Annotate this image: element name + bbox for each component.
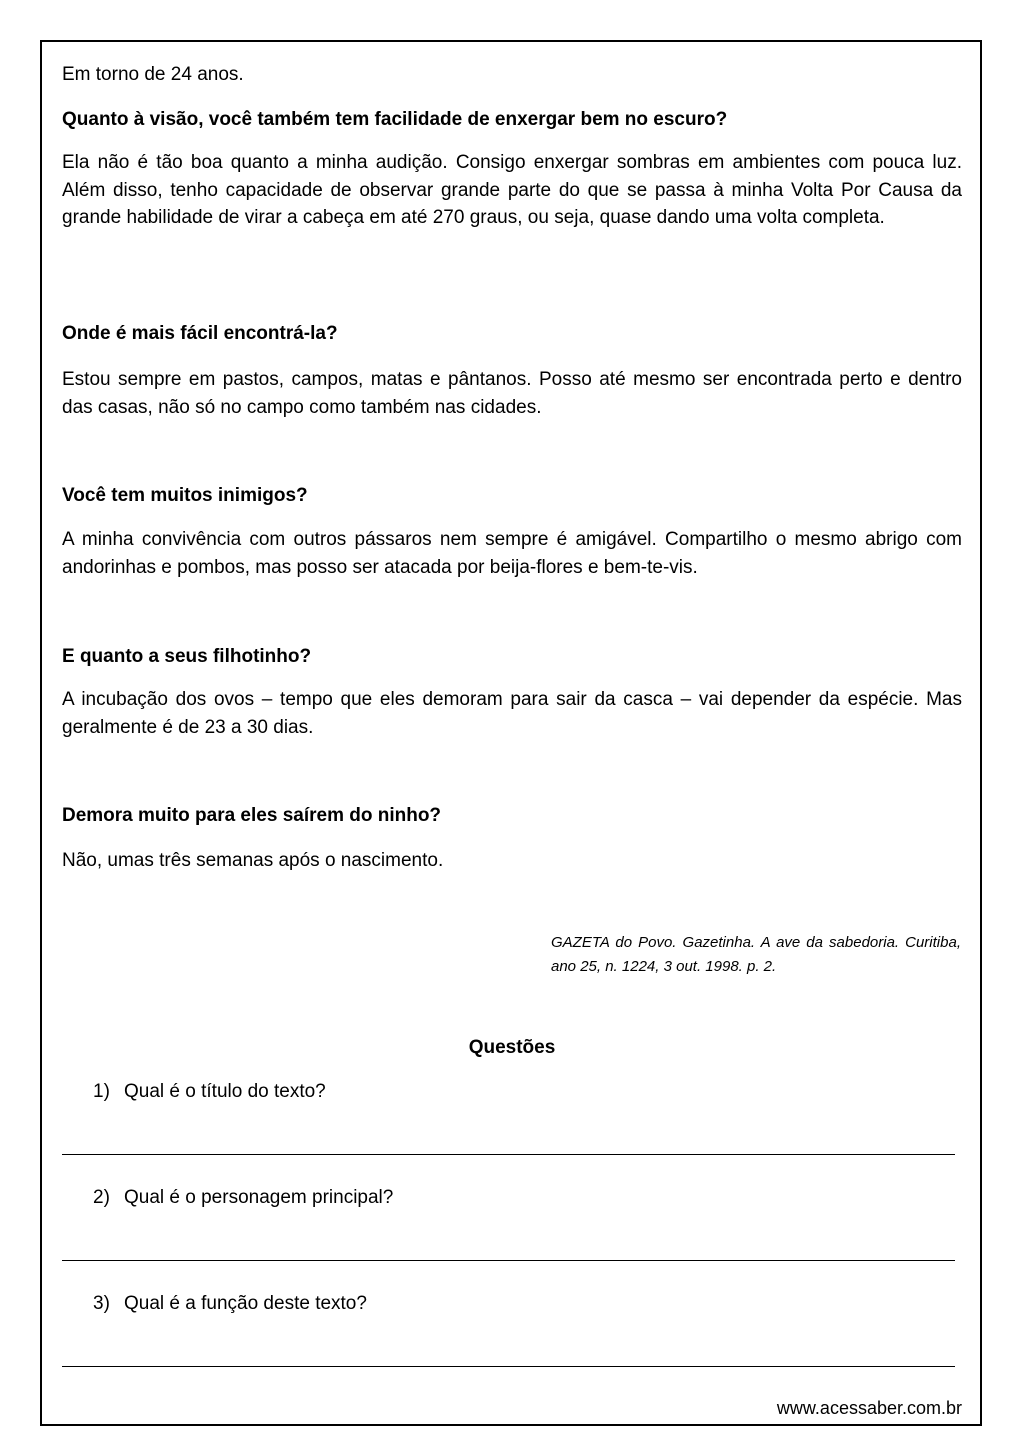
question-number: 2) (93, 1187, 110, 1208)
answer-line[interactable] (62, 1366, 955, 1367)
question-chicks: E quanto a seus filhotinho? (62, 646, 312, 667)
question-number: 3) (93, 1293, 110, 1314)
source-citation: GAZETA do Povo. Gazetinha. A ave da sabedoria. Curitiba, ano 25, n. 1224, 3 out. 1998. p. 2. (551, 934, 961, 975)
answer-age: Em torno de 24 anos. (62, 64, 244, 85)
question-enemies: Você tem muitos inimigos? (62, 485, 308, 506)
question-vision: Quanto à visão, você também tem facilidade de enxergar bem no escuro? (62, 109, 728, 130)
answer-nest: Não, umas três semanas após o nascimento. (62, 850, 444, 871)
answer-chicks: A incubação dos ovos – tempo que eles demoram para sair da casca – vai depender da espécie. Mas geralmente é de 23 a 30 dias. (62, 689, 962, 738)
answer-line[interactable] (62, 1260, 955, 1261)
answer-enemies: A minha convivência com outros pássaros nem sempre é amigável. Compartilho o mesmo abrigo com andorinhas e pombos, mas posso ser atacada por beija-flores e bem-te-vis. (62, 529, 962, 578)
question-item (93, 1186, 393, 1210)
answer-vision: Ela não é tão boa quanto a minha audição. Consigo enxergar sombras em ambientes com pouca luz. Além disso, tenho capacidade de observar grande parte do que se passa à minha Volta Por Causa da grande habilidade de virar a cabeça em até 270 graus, ou seja, quase dando uma volta completa. (62, 152, 962, 228)
question-item (93, 1080, 326, 1104)
answer-where: Estou sempre em pastos, campos, matas e pântanos. Posso até mesmo ser encontrada perto e dentro das casas, não só no campo como também nas cidades. (62, 369, 962, 418)
question-text: Qual é o personagem principal? (124, 1187, 394, 1208)
question-text: Qual é o título do texto? (124, 1081, 326, 1102)
footer-url: www.acessaber.com.br (776, 1398, 962, 1418)
question-nest: Demora muito para eles saírem do ninho? (62, 805, 442, 826)
answer-line[interactable] (62, 1154, 955, 1155)
question-number: 1) (93, 1081, 110, 1102)
question-text: Qual é a função deste texto? (124, 1293, 367, 1314)
questions-heading: Questões (468, 1037, 556, 1058)
question-where: Onde é mais fácil encontrá-la? (62, 323, 338, 344)
question-item (93, 1292, 367, 1316)
